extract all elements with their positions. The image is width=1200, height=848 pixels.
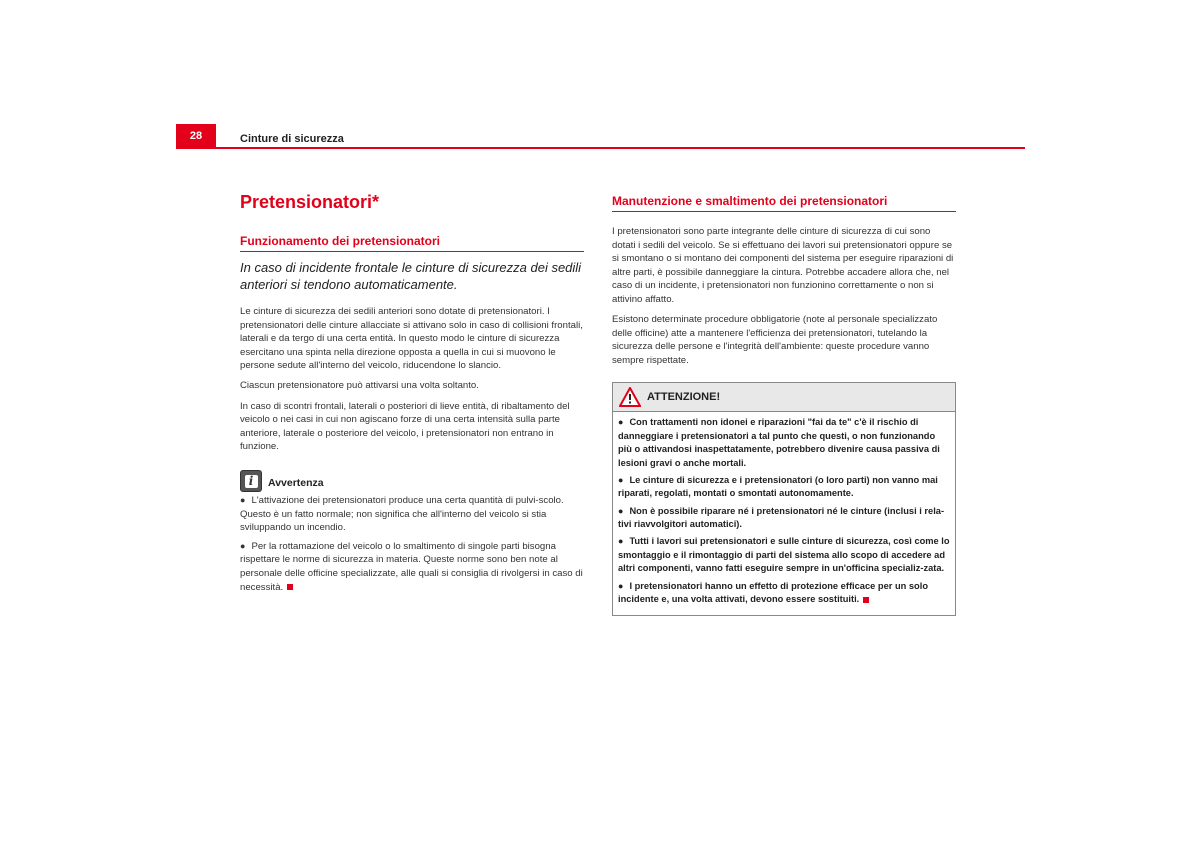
main-title: Pretensionatori* bbox=[240, 192, 380, 212]
note-title: Avvertenza bbox=[268, 477, 324, 490]
bullet-icon: ● bbox=[618, 536, 624, 547]
bullet-icon: ● bbox=[618, 474, 624, 485]
warning-header bbox=[613, 383, 955, 412]
note-item: ● Per la rottamazione del veicolo o lo smaltimento di singole parti bisogna rispettare le norme di sicurezza in materia. Queste norme sono ben note al personale delle officine specializzate, alle quali si consiglia di rivolgersi in caso di necessità. bbox=[240, 540, 583, 593]
warning-item: ● Le cinture di sicurezza e i pretensionatori (o loro parti) non vanno mai riparati, regolati, montati o smontati autonomamente. bbox=[618, 474, 938, 499]
bullet-icon: ● bbox=[618, 505, 624, 516]
warning-item: ● I pretensionatori hanno un effetto di protezione efficace per un solo incidente e, una volta attivati, devono essere sostituiti. bbox=[618, 580, 928, 605]
paragraph: In caso di scontri frontali, laterali o posteriori di lieve entità, di ribaltamento del veicolo o nei casi in cui non agiscano forze di una certa intensità sulla parte anteriore, laterale o posteriore del veicolo, i pretensionatori non entrano in funzione. bbox=[240, 400, 570, 453]
warning-item: ● Tutti i lavori sui pretensionatori e sulle cinture di sicurezza, così come lo smontaggio e il rimontaggio di parti del sistema allo scopo di accedere ad altri componenti, vanno fatti eseguire sempre in un'officina specializ-zata. bbox=[618, 536, 950, 574]
section-header: Cinture di sicurezza bbox=[240, 133, 344, 145]
end-mark-icon bbox=[863, 597, 869, 603]
bullet-icon: ● bbox=[240, 495, 246, 505]
warning-item: ● Non è possibile riparare né i pretensionatori né le cinture (inclusi i rela-tivi riavvolgitori automatici). bbox=[618, 505, 945, 530]
warning-box bbox=[612, 382, 956, 616]
header-rule bbox=[176, 147, 1025, 149]
paragraph: Ciascun pretensionatore può attivarsi una volta soltanto. bbox=[240, 380, 479, 392]
bullet-icon: ● bbox=[618, 580, 624, 591]
warning-title: ATTENZIONE! bbox=[647, 391, 721, 403]
note-item: ● L'attivazione dei pretensionatori produce una certa quantità di pulvi-scolo. Questo è un fatto normale; non significa che all'interno del veicolo si stia sviluppando un incendio. bbox=[240, 495, 564, 534]
info-icon: i bbox=[240, 470, 262, 492]
paragraph: Esistono determinate procedure obbligatorie (note al personale specializzato delle officine) atte a mantenere l'efficienza dei pretensionatori, tutelando la sicurezza delle persone e l'integrità dell'ambiente: queste procedure vanno sempre rispettate. bbox=[612, 314, 938, 366]
page-number: 28 bbox=[176, 124, 216, 148]
note-box bbox=[240, 470, 584, 599]
bullet-icon: ● bbox=[240, 540, 246, 551]
left-body bbox=[240, 305, 584, 460]
end-mark-icon bbox=[287, 584, 293, 590]
paragraph: I pretensionatori sono parte integrante delle cinture di sicurezza di cui sono dotati i sedili del veicolo. Se si effettuano dei lavori sui pretensionatori oppure se si smontano o si montano dei componenti del sistema per eseguire riparazioni di altre parti, è possibile danneggiare la cintura. Potrebbe accadere allora che, nel caso di un incidente, i pretensionatori non funzionino correttamente o non si attivino affatto. bbox=[612, 226, 954, 305]
warning-item: ● Con trattamenti non idonei e riparazioni "fai da te" c'è il rischio di danneggiare i pretensionatori a tal punto che questi, o non funzionando più o attivandosi inaspettatamente, potrebbero divenire causa passiva di lesioni gravi o anche mortali. bbox=[618, 417, 940, 468]
bullet-icon: ● bbox=[618, 417, 624, 427]
lead-text: In caso di incidente frontale le cinture di sicurezza dei sedili anteriori si tendono automaticamente. bbox=[240, 260, 582, 292]
right-body bbox=[612, 225, 956, 374]
subtitle-function: Funzionamento dei pretensionatori bbox=[240, 234, 584, 252]
warning-triangle-icon bbox=[619, 387, 641, 407]
paragraph: Le cinture di sicurezza dei sedili anteriori sono dotate di pretensionatori. I pretensionatori delle cinture allacciate si attivano solo in caso di collisioni frontali, laterali e da tergo di una certa entità. In questo modo le cinture di sicurezza esercitano una spinta nella direzione opposta a quella in cui si muovono le persone sedute all'interno del veicolo, riducendone lo slancio. bbox=[240, 306, 583, 372]
subtitle-maintenance: Manutenzione e smaltimento dei pretensionatori bbox=[612, 194, 956, 212]
